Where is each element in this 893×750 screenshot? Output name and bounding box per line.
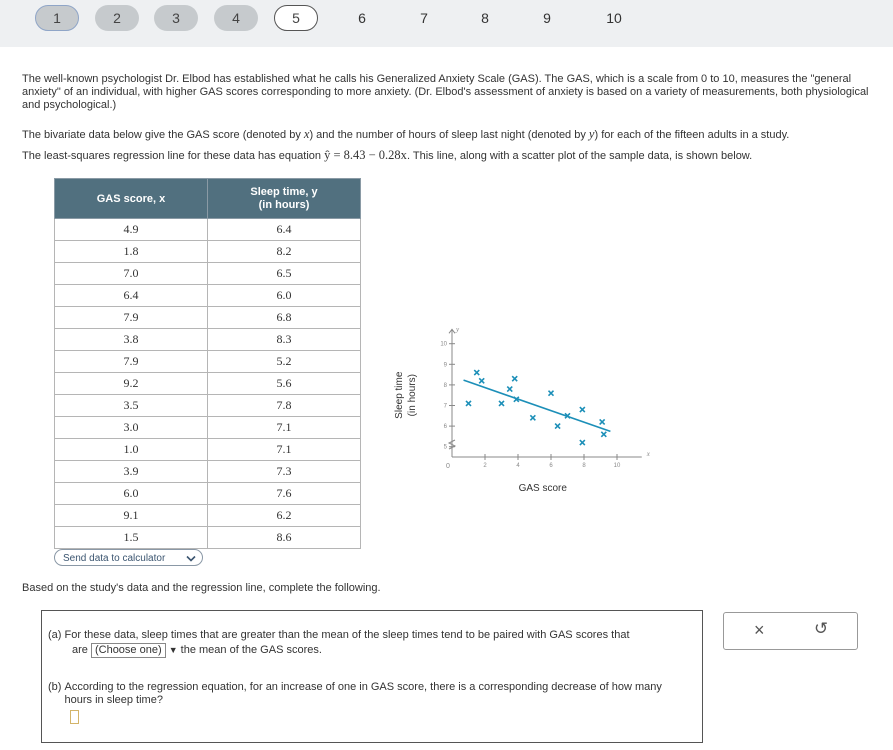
data-point <box>580 407 585 412</box>
chevron-down-icon <box>186 555 196 563</box>
sleep-time-cell: 6.8 <box>208 307 361 329</box>
regression-equation: ŷ = 8.43 − 0.28x <box>324 148 407 162</box>
data-point <box>512 376 517 381</box>
question-box <box>41 610 703 743</box>
gas-score-cell: 7.9 <box>55 307 208 329</box>
y-axis-title-units: (in hours) <box>407 374 418 417</box>
gas-score-cell: 6.0 <box>55 483 208 505</box>
sleep-time-cell: 7.6 <box>208 483 361 505</box>
sleep-time-cell: 8.6 <box>208 527 361 549</box>
y-tick-label: 9 <box>443 362 447 369</box>
gas-score-cell: 7.9 <box>55 351 208 373</box>
regression-description <box>22 149 882 163</box>
table-row <box>55 505 361 527</box>
data-point <box>466 401 471 406</box>
data-point <box>580 440 585 445</box>
x-tick-label: 6 <box>549 463 553 469</box>
column-header-gas: GAS score, x <box>55 179 208 219</box>
data-description-text: The bivariate data below give the GAS score (denoted by <box>22 129 304 141</box>
data-point <box>601 432 606 437</box>
y-tick-label: 8 <box>443 382 447 389</box>
table-row <box>55 241 361 263</box>
sleep-decrease-answer-input[interactable] <box>70 710 79 724</box>
table-row <box>55 285 361 307</box>
instructions-text: Based on the study's data and the regression line, complete the following. <box>22 582 381 594</box>
data-point <box>549 391 554 396</box>
scatter-plot <box>390 235 690 505</box>
part-a-label: (a) <box>48 629 62 641</box>
table-row <box>55 351 361 373</box>
sleep-time-cell: 8.2 <box>208 241 361 263</box>
question-5-button[interactable]: 5 <box>274 5 318 31</box>
table-row <box>55 483 361 505</box>
regression-text: The least-squares regression line for these data has equation <box>22 150 325 162</box>
data-table <box>54 178 361 549</box>
y-tick-label: 10 <box>440 341 447 348</box>
table-row <box>55 329 361 351</box>
sleep-time-cell: 5.2 <box>208 351 361 373</box>
sleep-time-cell: 6.5 <box>208 263 361 285</box>
gas-score-cell: 3.8 <box>55 329 208 351</box>
sleep-time-cell: 7.8 <box>208 395 361 417</box>
question-4-button[interactable]: 4 <box>214 5 258 31</box>
gas-score-cell: 6.4 <box>55 285 208 307</box>
table-row <box>55 373 361 395</box>
table-row <box>55 263 361 285</box>
gas-score-cell: 1.5 <box>55 527 208 549</box>
sleep-time-cell: 7.1 <box>208 417 361 439</box>
part-a <box>48 628 698 658</box>
sleep-time-cell: 7.1 <box>208 439 361 461</box>
data-point <box>530 415 535 420</box>
gas-score-cell: 1.8 <box>55 241 208 263</box>
data-point <box>555 424 560 429</box>
gas-score-cell: 3.0 <box>55 417 208 439</box>
comparison-select-value: (Choose one) <box>94 644 162 656</box>
gas-score-cell: 9.1 <box>55 505 208 527</box>
part-b <box>48 681 698 707</box>
part-b-text: According to the regression equation, for an increase of one in GAS score, there is a corresponding decrease of how many hours in sleep time? <box>64 681 662 706</box>
question-navigation-bar <box>0 0 893 47</box>
table-row <box>55 219 361 241</box>
question-3-button[interactable]: 3 <box>154 5 198 31</box>
sleep-time-cell: 6.4 <box>208 219 361 241</box>
undo-button[interactable]: ↺ <box>814 619 829 638</box>
table-row <box>55 417 361 439</box>
data-description <box>22 128 882 142</box>
x-variable: x <box>303 127 310 141</box>
x-tick-label: 4 <box>516 463 520 469</box>
dropdown-triangle-icon[interactable]: ▼ <box>168 645 178 655</box>
y-axis-title: Sleep time <box>394 371 405 419</box>
y-tick-label: 5 <box>443 444 447 451</box>
action-buttons <box>723 612 858 650</box>
question-7-button[interactable]: 7 <box>420 10 428 26</box>
data-point <box>499 401 504 406</box>
intro-paragraph: The well-known psychologist Dr. Elbod has established what he calls his Generalized Anxiety Scale (GAS). The GAS, which is a scale from 0 to 10, measures the "general anxiety" of an individual, with higher GAS scores corresponding to more anxiety. (Dr. Elbod's assessment of anxiety is based on a variety of measurements, both physiological and psychological.) <box>22 73 869 111</box>
y-tick-label: 6 <box>443 424 447 431</box>
x-axis-title: GAS score <box>518 483 567 494</box>
data-point <box>600 419 605 424</box>
send-data-to-calculator-button[interactable]: Send data to calculator <box>54 549 203 566</box>
x-axis-letter: x <box>646 450 650 458</box>
sleep-time-cell: 7.3 <box>208 461 361 483</box>
regression-line <box>464 380 611 431</box>
sleep-time-cell: 6.2 <box>208 505 361 527</box>
part-a-text-2: are <box>72 644 88 656</box>
data-point <box>507 387 512 392</box>
gas-score-cell: 3.9 <box>55 461 208 483</box>
sleep-time-cell: 6.0 <box>208 285 361 307</box>
origin-label: 0 <box>446 463 450 470</box>
sleep-time-cell: 5.6 <box>208 373 361 395</box>
regression-text-2: . This line, along with a scatter plot of the sample data, is shown below. <box>406 150 753 162</box>
table-row <box>55 307 361 329</box>
data-description-text-2: ) and the number of hours of sleep last night (denoted by <box>309 129 589 141</box>
table-row <box>55 439 361 461</box>
clear-button[interactable]: × <box>754 620 765 640</box>
question-9-button[interactable]: 9 <box>543 10 551 26</box>
table-row <box>55 461 361 483</box>
y-variable: y <box>588 127 595 141</box>
data-point <box>479 378 484 383</box>
table-row <box>55 395 361 417</box>
y-tick-label: 7 <box>443 403 447 410</box>
x-tick-label: 8 <box>582 463 586 469</box>
gas-score-cell: 3.5 <box>55 395 208 417</box>
axis-break-mark <box>449 440 455 449</box>
question-1-button[interactable]: 1 <box>35 5 79 31</box>
data-description-text-3: ) for each of the fifteen adults in a study. <box>594 129 790 141</box>
question-8-button[interactable]: 8 <box>481 10 489 26</box>
table-row <box>55 527 361 549</box>
sleep-time-cell: 8.3 <box>208 329 361 351</box>
data-point <box>474 370 479 375</box>
question-6-button[interactable]: 6 <box>358 10 366 26</box>
x-tick-label: 10 <box>613 463 621 469</box>
column-header-sleep: Sleep time, y (in hours) <box>208 179 361 219</box>
question-10-button[interactable]: 10 <box>606 10 622 26</box>
x-tick-label: 2 <box>483 463 487 469</box>
gas-score-cell: 7.0 <box>55 263 208 285</box>
gas-score-cell: 9.2 <box>55 373 208 395</box>
gas-score-cell: 1.0 <box>55 439 208 461</box>
gas-score-cell: 4.9 <box>55 219 208 241</box>
part-a-text: For these data, sleep times that are greater than the mean of the sleep times tend to be paired with GAS scores that <box>64 629 630 641</box>
y-axis-letter: y <box>456 325 460 334</box>
comparison-select[interactable] <box>91 643 166 658</box>
part-b-label: (b) <box>48 681 62 693</box>
question-2-button[interactable]: 2 <box>95 5 139 31</box>
part-a-text-3: the mean of the GAS scores. <box>180 644 322 656</box>
